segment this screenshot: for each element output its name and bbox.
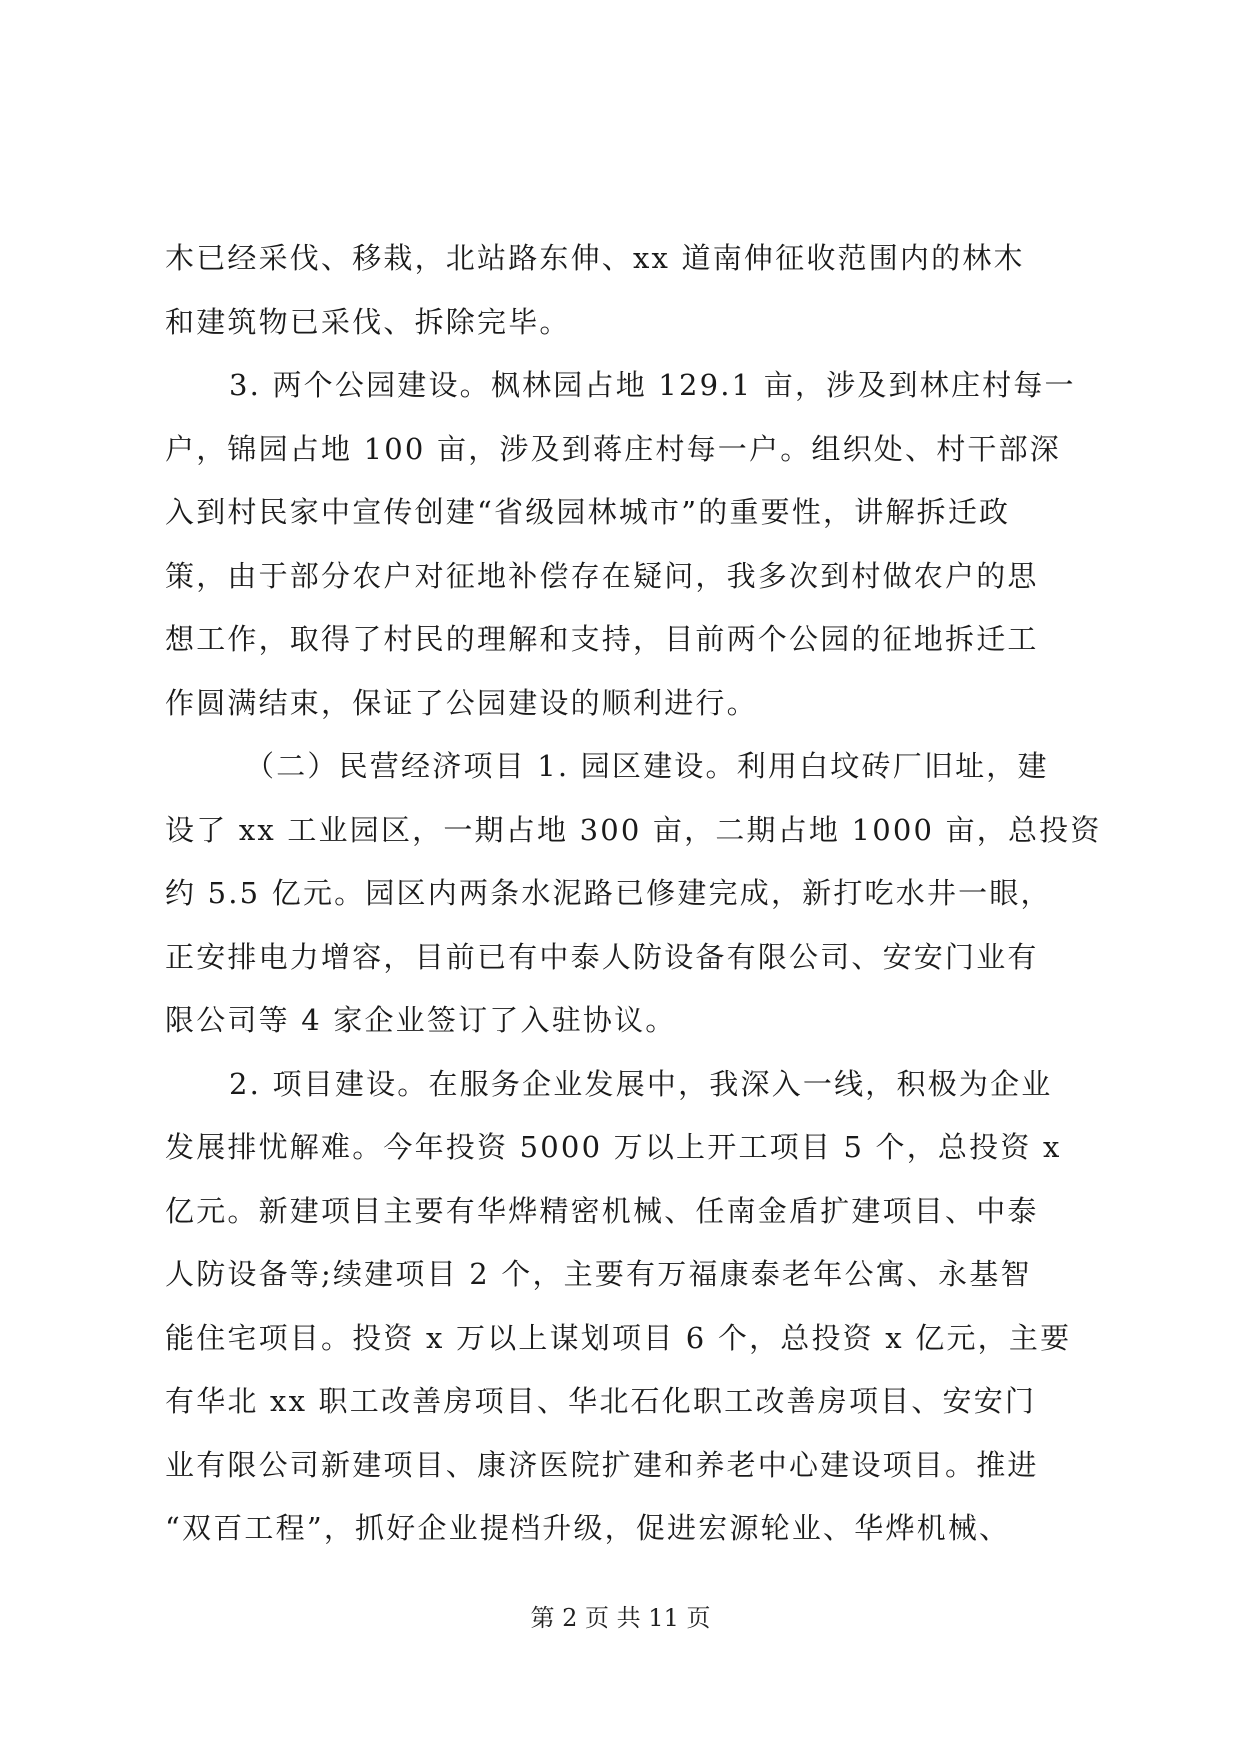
text-line: 策，由于部分农户对征地补偿存在疑问，我多次到村做农户的思	[165, 558, 1039, 593]
text-line: 正安排电力增容，目前已有中泰人防设备有限公司、安安门业有	[165, 939, 1039, 974]
text-line: 想工作，取得了村民的理解和支持，目前两个公园的征地拆迁工	[165, 622, 1039, 656]
text-line: 3. 两个公园建设。枫林园占地 129.1 亩，涉及到林庄村每一	[229, 368, 1076, 402]
text-line: “双百工程”，抓好企业提档升级，促进宏源轮业、华烨机械、	[165, 1511, 1011, 1545]
text-line: 有华北 xx 职工改善房项目、华北石化职工改善房项目、安安门	[165, 1384, 1037, 1418]
text-line: 人防设备等;续建项目 2 个，主要有万福康泰老年公寓、永基智	[165, 1257, 1032, 1291]
text-line: 发展排忧解难。今年投资 5000 万以上开工项目 5 个，总投资 x	[165, 1130, 1062, 1164]
text-line: 2. 项目建设。在服务企业发展中，我深入一线，积极为企业	[229, 1066, 1053, 1101]
text-line: 设了 xx 工业园区，一期占地 300 亩，二期占地 1000 亩，总投资	[165, 812, 1102, 847]
page-footer: 第 2 页 共 11 页	[530, 1604, 711, 1632]
text-line: 户，锦园占地 100 亩，涉及到蒋庄村每一户。组织处、村干部深	[165, 431, 1061, 466]
text-line: 入到村民家中宣传创建“省级园林城市”的重要性，讲解拆迁政	[165, 495, 1011, 529]
text-line: 业有限公司新建项目、康济医院扩建和养老中心建设项目。推进	[165, 1447, 1039, 1482]
text-line: 木已经采伐、移栽，北站路东伸、xx 道南伸征收范围内的林木	[165, 241, 1025, 275]
text-line: 约 5.5 亿元。园区内两条水泥路已修建完成，新打吃水井一眼，	[165, 876, 1052, 910]
text-line: 亿元。新建项目主要有华烨精密机械、任南金盾扩建项目、中泰	[165, 1193, 1039, 1228]
text-line: （二）民营经济项目 1. 园区建设。利用白坟砖厂旧址，建	[245, 749, 1049, 783]
text-line: 作圆满结束，保证了公园建设的顺利进行。	[165, 685, 758, 720]
text-line: 能住宅项目。投资 x 万以上谋划项目 6 个，总投资 x 亿元，主要	[165, 1320, 1072, 1355]
text-line: 限公司等 4 家企业签订了入驻协议。	[165, 1003, 677, 1037]
body-text	[165, 227, 1102, 1561]
text-line: 和建筑物已采伐、拆除完毕。	[165, 304, 571, 339]
